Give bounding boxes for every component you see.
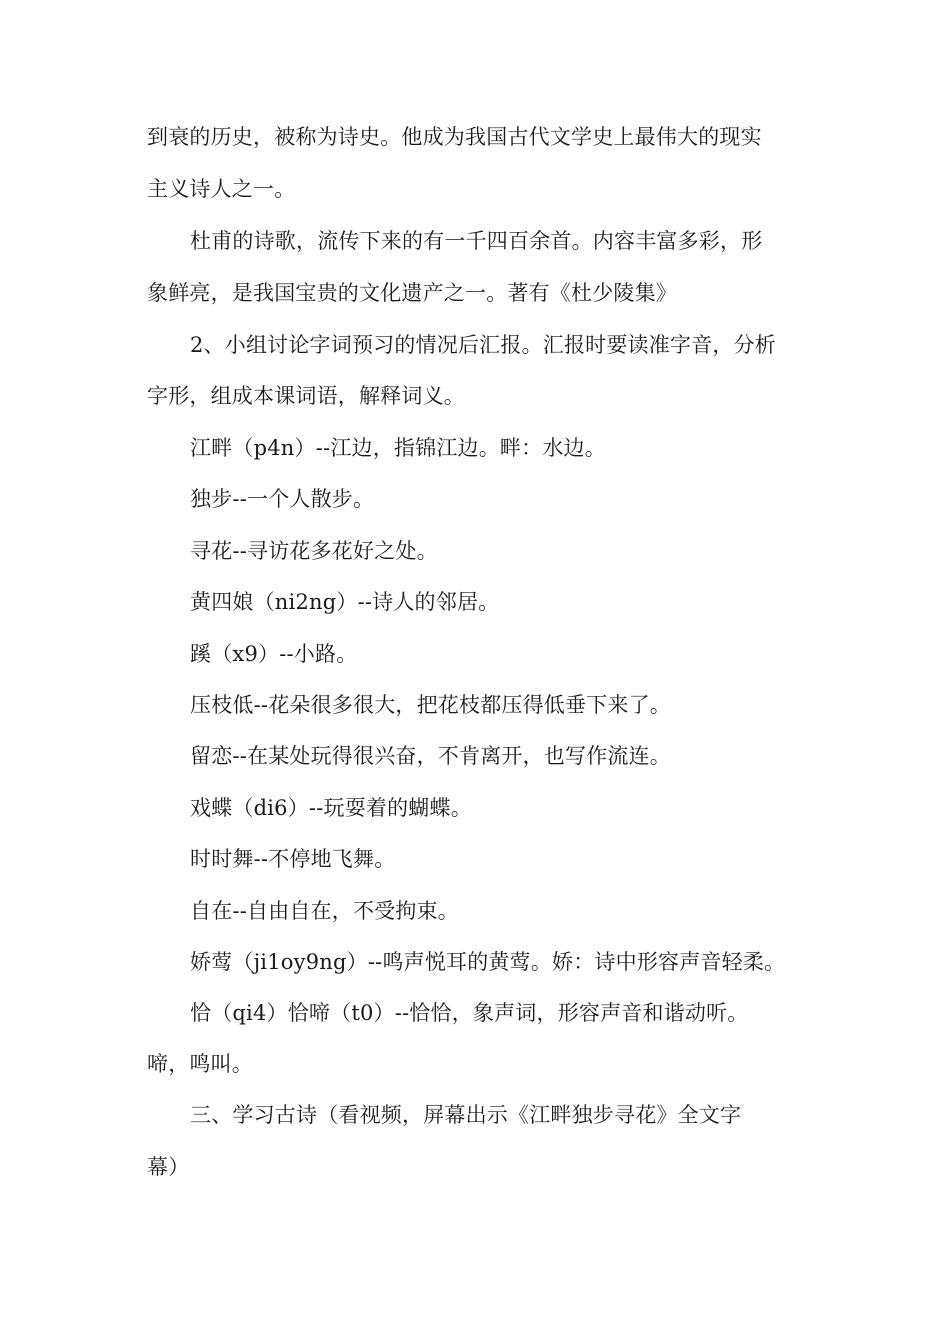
paragraph-line: 杜甫的诗歌，流传下来的有一千四百余首。内容丰富多彩，形	[190, 229, 763, 253]
vocab-line: 独步--一个人散步。	[190, 487, 375, 511]
paragraph-line: 象鲜亮，是我国宝贵的文化遗产之一。著有《杜少陵集》	[147, 281, 677, 305]
vocab-line: 黄四娘（ni2ng）--诗人的邻居。	[190, 590, 500, 614]
paragraph-line: 2、小组讨论字词预习的情况后汇报。汇报时要读准字音，分析	[190, 333, 776, 357]
vocab-line: 蹊（x9）--小路。	[190, 642, 358, 666]
vocab-line: 时时舞--不停地飞舞。	[190, 847, 396, 871]
section-heading-line: 幕）	[147, 1155, 190, 1179]
section-heading-line: 三、学习古诗（看视频，屏幕出示《江畔独步寻花》全文字	[190, 1103, 742, 1127]
paragraph-line: 字形，组成本课词语，解释词义。	[147, 384, 465, 408]
vocab-line: 啼，鸣叫。	[147, 1052, 253, 1076]
vocab-line: 娇莺（ji1oy9ng）--鸣声悦耳的黄莺。娇：诗中形容声音轻柔。	[190, 950, 786, 974]
vocab-line: 寻花--寻访花多花好之处。	[190, 539, 438, 563]
paragraph-line: 到衰的历史，被称为诗史。他成为我国古代文学史上最伟大的现实	[147, 125, 762, 149]
vocab-line: 戏蝶（di6）--玩耍着的蝴蝶。	[190, 796, 472, 820]
vocab-line: 压枝低--花朵很多很大，把花枝都压得低垂下来了。	[190, 693, 671, 717]
vocab-line: 恰（qi4）恰啼（t0）--恰恰，象声词，形容声音和谐动听。	[190, 1001, 749, 1025]
vocab-line: 江畔（p4n）--江边，指锦江边。畔：水边。	[190, 436, 606, 460]
paragraph-line: 主义诗人之一。	[147, 177, 296, 201]
vocab-line: 留恋--在某处玩得很兴奋，不肯离开，也写作流连。	[190, 744, 671, 768]
vocab-line: 自在--自由自在，不受拘束。	[190, 899, 459, 923]
